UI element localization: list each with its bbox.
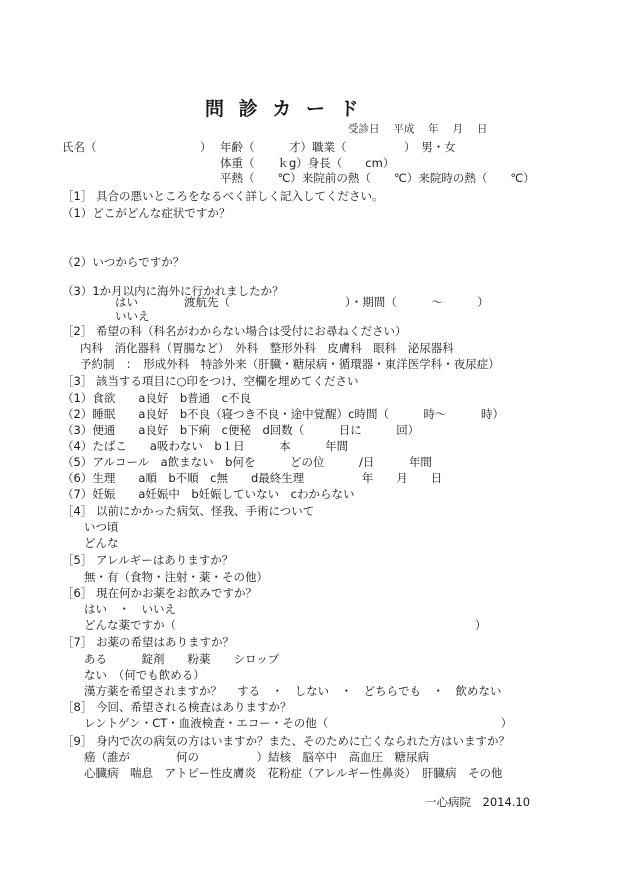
question-overseas: （3）1か月以内に海外に行かれましたか？ [62,284,284,298]
section-7-heading: ［7］ お薬の希望はありますか？ [62,635,234,649]
item-alcohol: （5）アルコール a飲まない b何を どの位 /日 年間 [62,455,432,469]
medicine-none: ない （何でも飲める） [84,668,205,682]
section-8-heading: ［8］ 今回、希望される検査はありますか？ [62,700,292,714]
exam-options: レントゲン・CT・血液検査・エコー・その他（ ） [84,716,513,730]
family-history-line-2: 心臓病 喘息 アトピー性皮膚炎 花粉症（アレルギー性鼻炎） 肝臓病 その他 [84,766,503,780]
section-9-heading: ［9］ 身内で次の病気の方はいますか？また、そのために亡くなられた方はいますか？ [62,734,510,748]
section-4-heading: ［4］ 以前にかかった病気、怪我、手術について [62,504,315,518]
family-history-line-1: 癌（誰が 何の ）結核 脳卒中 高血圧 糖尿病 [84,750,429,764]
weight-height-field: 体重（ ｋg）身長（ cm） [220,156,395,170]
name-field: 氏名（ ） [62,140,212,154]
history-what: どんな [84,536,119,550]
item-menstruation: （6）生理 a順 b不順 c無 d最終生理 年 月 日 [62,471,443,485]
section-3-heading: ［3］ 該当する項目に○印をつけ、空欄を埋めてください [62,374,359,388]
overseas-yes-line: はい 渡航先（ ）・期間（ ～ ） [115,295,489,309]
question-symptoms: （1）どこがどんな症状ですか？ [62,206,231,220]
departments-line: 内科 消化器科（胃腸など） 外科 整形外科 皮膚科 眼科 泌尿器科 [80,341,454,355]
item-appetite: （1）食欲 a良好 b普通 c不良 [62,391,251,405]
temperature-field: 平熱（ ℃）来院前の熱（ ℃）来院時の熱（ ℃） [220,171,535,185]
section-6-heading: ［6］ 現在何かお薬をお飲みですか？ [62,586,257,600]
overseas-no: いいえ [115,309,150,323]
medication-yes-no: はい ・ いいえ [84,602,176,616]
footer-hospital-date: 一心病院 2014.10 [425,795,531,809]
reservation-departments-line: 予約制 ： 形成外科 特診外来（肝臓・糖尿病・循環器・東洋医学科・夜尿症） [80,357,500,371]
item-bowel: （3）便通 a良好 b下痢 c便秘 d回数（ 日に 回） [62,423,420,437]
kampo-preference: 漢方薬を希望されますか？ する ・ しない ・ どちらでも ・ 飲めない [84,684,502,698]
medication-which: どんな薬ですか（ ） [84,618,487,632]
section-5-heading: ［5］ アレルギーはありますか？ [62,553,234,567]
receipt-date: 受診日 平成 年 月 日 [348,123,488,135]
question-since-when: （2）いつからですか？ [62,255,185,269]
item-tobacco: （4）たばこ a吸わない b１日 本 年間 [62,439,349,453]
page-title: 問 診 カ ー ド [205,98,363,120]
section-1-heading: ［1］ 具合の悪いところをなるべく詳しく記入してください。 [62,189,384,203]
item-sleep: （2）睡眠 a良好 b不良（寝つき不良・途中覚醒）c時間（ 時～ 時） [62,407,504,421]
item-pregnancy: （7）妊娠 a妊娠中 b妊娠していない cわからない [62,487,355,501]
age-occupation-field: 年齢（ 才）職業（ ） 男・女 [220,140,456,154]
allergy-options: 無・有（食物・注射・薬・その他） [84,570,268,584]
history-when: いつ頃 [84,520,119,534]
medicine-forms: ある 錠剤 粉薬 シロップ [84,652,280,666]
section-2-heading: ［2］ 希望の科（科名がわからない場合は受付にお尋ねください） [62,324,407,338]
